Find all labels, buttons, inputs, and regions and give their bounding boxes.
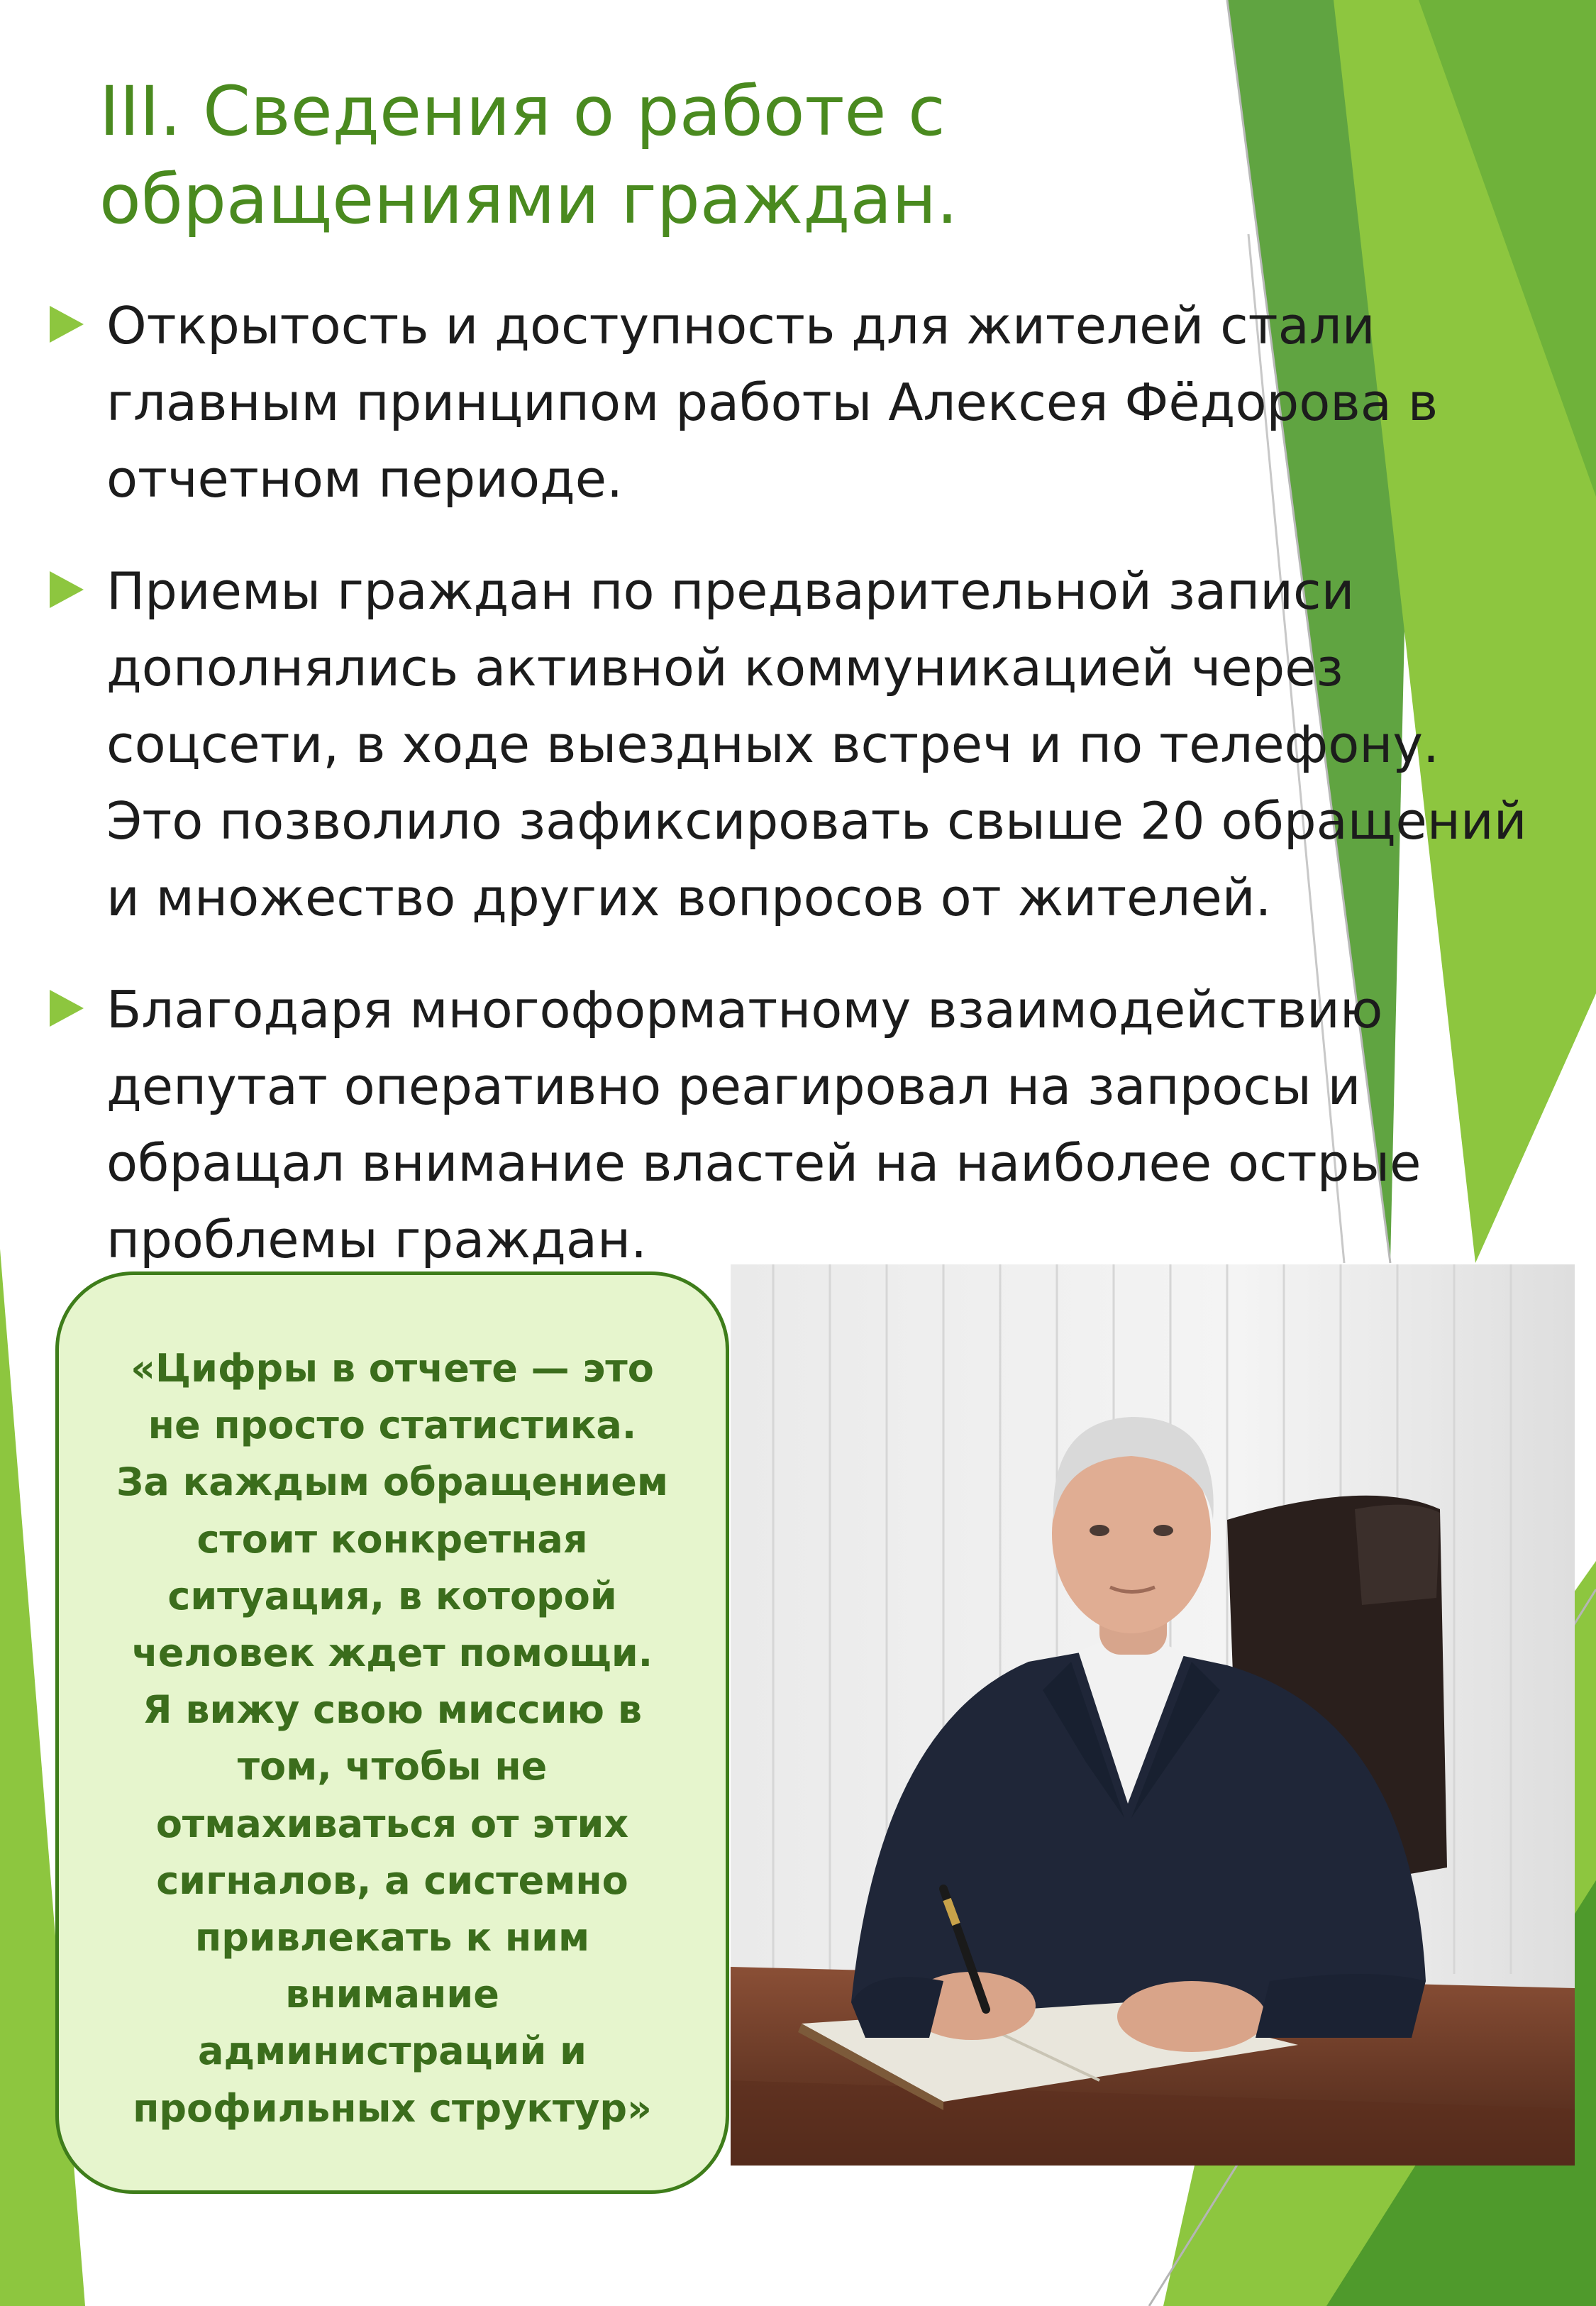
- portrait-illustration: [731, 1264, 1575, 2166]
- portrait-photo: [731, 1264, 1575, 2166]
- quote-line: профильных структур»: [133, 2085, 652, 2131]
- bullet-line: Приемы граждан по предварительной записи: [106, 561, 1355, 621]
- quote-line: привлекать к ним: [194, 1915, 590, 1960]
- bullet-text: [106, 971, 1539, 1278]
- quote-line: не просто статистика.: [148, 1403, 637, 1448]
- triangle-bullet-icon: [50, 571, 84, 608]
- quote-line: Я вижу свою миссию в: [142, 1687, 642, 1733]
- bullet-line: отчетном периоде.: [106, 449, 623, 509]
- bullet-item: [50, 971, 1539, 1278]
- quote-line: «Цифры в отчете — это: [131, 1346, 654, 1391]
- triangle-bullet-icon: [50, 990, 84, 1027]
- triangle-bullet-icon: [50, 306, 84, 343]
- bullet-line: Открытость и доступность для жителей стали: [106, 296, 1375, 355]
- bullet-item: [50, 287, 1539, 517]
- bullet-list: [50, 287, 1539, 1313]
- title-line: III. Сведения о работе с: [99, 72, 946, 151]
- quote-line: администраций и: [198, 2029, 587, 2074]
- bullet-line: Благодаря многоформатному взаимодействию: [106, 980, 1383, 1039]
- quote-line: За каждым обращением: [116, 1460, 668, 1505]
- bullet-line: депутат оперативно реагировал на запросы и: [106, 1057, 1361, 1116]
- slide-title: [99, 67, 1234, 243]
- bullet-line: обращал внимание властей на наиболее острые: [106, 1133, 1422, 1193]
- bullet-line: и множество других вопросов от жителей.: [106, 868, 1272, 927]
- bullet-line: соцсети, в ходе выездных встреч и по телефону.: [106, 715, 1439, 774]
- bullet-text: [106, 287, 1539, 517]
- quote-text: [59, 1340, 726, 2137]
- bullet-line: дополнялись активной коммуникацией через: [106, 638, 1343, 697]
- quote-line: ситуация, в которой: [167, 1573, 617, 1618]
- bullet-line: Это позволило зафиксировать свыше 20 обращений: [106, 791, 1527, 851]
- bullet-text: [106, 553, 1539, 936]
- bullet-line: главным принципом работы Алексея Фёдорова в: [106, 373, 1439, 432]
- quote-line: стоит конкретная: [196, 1516, 588, 1562]
- quote-line: том, чтобы не: [237, 1744, 548, 1789]
- quote-line: человек ждет помощи.: [131, 1631, 653, 1676]
- bullet-item: [50, 553, 1539, 936]
- quote-line: отмахиваться от этих: [155, 1801, 629, 1846]
- title-line: обращениями граждан.: [99, 160, 958, 239]
- quote-box: [55, 1271, 729, 2194]
- bullet-line: проблемы граждан.: [106, 1210, 647, 1269]
- quote-line: сигналов, а системно: [156, 1858, 628, 1903]
- quote-line: внимание: [285, 1972, 499, 2017]
